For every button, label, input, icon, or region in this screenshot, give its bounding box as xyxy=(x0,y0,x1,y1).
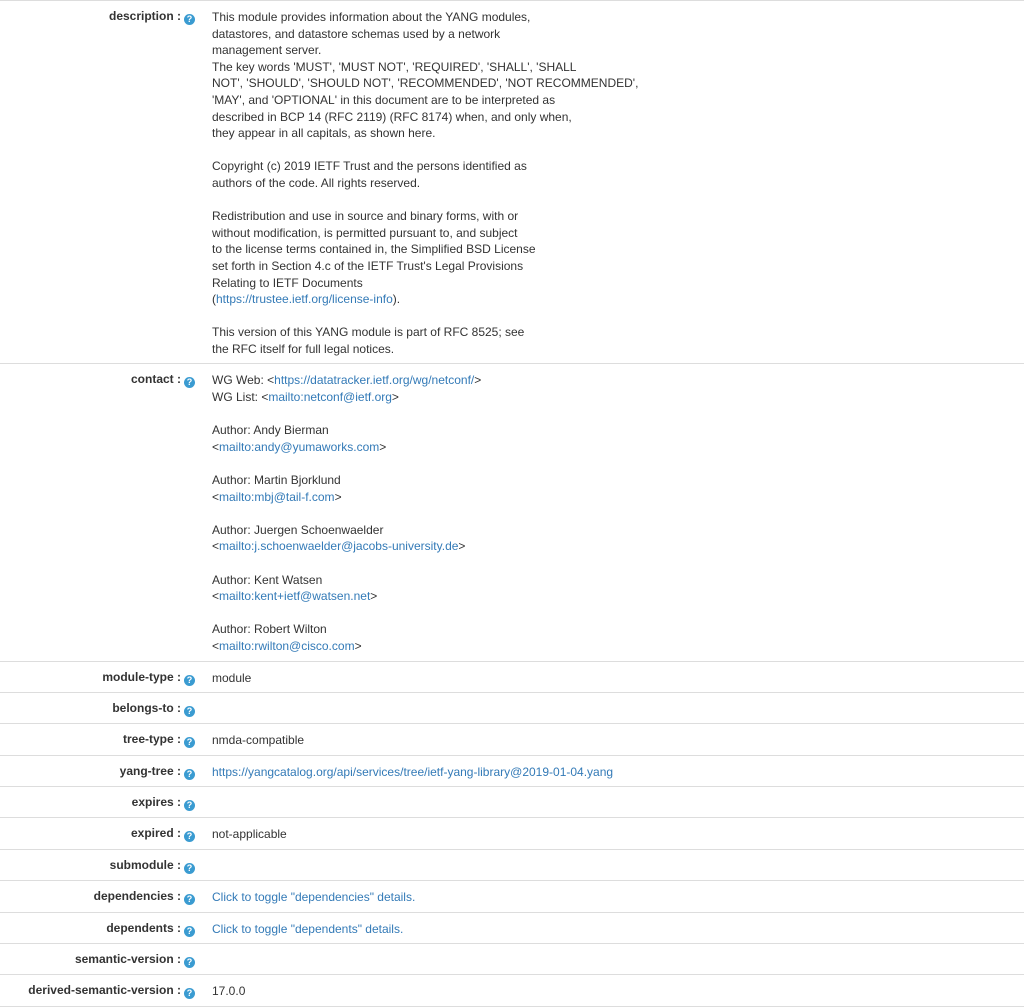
row-dependencies xyxy=(0,880,1024,912)
row-yang-tree xyxy=(0,755,1024,787)
help-icon[interactable]: ? xyxy=(184,377,195,388)
yang-tree-link[interactable]: https://yangcatalog.org/api/services/tree/ietf-yang-library@2019-01-04.yang xyxy=(212,764,614,779)
dependents-label: dependents : xyxy=(106,920,181,935)
belongs-to-label: belongs-to : xyxy=(112,701,181,716)
row-module-type xyxy=(0,661,1024,693)
help-icon[interactable]: ? xyxy=(184,675,195,686)
contact-author: Author: Kent Watsen <mailto:kent+ietf@watsen.net> xyxy=(212,572,378,604)
description-label: description : xyxy=(108,9,181,23)
row-dependents xyxy=(0,912,1024,944)
contact-author: Author: Martin Bjorklund <mailto:mbj@tail-f.com> xyxy=(212,473,342,504)
wg-web-link[interactable]: https://datatracker.ietf.org/wg/netconf/ xyxy=(274,373,475,388)
tree-type-value: nmda-compatible xyxy=(212,733,305,748)
help-icon[interactable]: ? xyxy=(184,800,195,811)
author-email-link[interactable]: mailto:mbj@tail-f.com xyxy=(219,489,335,504)
help-icon[interactable]: ? xyxy=(184,988,195,999)
expires-value xyxy=(199,787,1024,818)
author-email-link[interactable]: mailto:kent+ietf@watsen.net xyxy=(219,589,371,604)
derived-semantic-version-label: derived-semantic-version : xyxy=(28,983,181,998)
help-icon[interactable]: ? xyxy=(184,863,195,874)
module-type-label: module-type : xyxy=(102,669,181,684)
contact-author: Author: Robert Wilton <mailto:rwilton@cisco.com> xyxy=(212,622,362,653)
tree-type-label: tree-type : xyxy=(122,732,181,747)
row-tree-type xyxy=(0,724,1024,756)
dependencies-toggle-link[interactable]: Click to toggle "dependencies" details. xyxy=(212,889,416,904)
row-expired xyxy=(0,818,1024,850)
submodule-label: submodule : xyxy=(109,857,181,872)
row-contact xyxy=(0,364,1024,661)
belongs-to-value xyxy=(199,693,1024,724)
row-derived-semantic-version xyxy=(0,975,1024,1007)
contact-wg: WG Web: <https://datatracker.ietf.org/wg/netconf/> WG List: <mailto:netconf@ietf.org> xyxy=(212,373,482,405)
author-email-link[interactable]: mailto:j.schoenwaelder@jacobs-university.de xyxy=(219,539,459,554)
expired-value: not-applicable xyxy=(212,827,287,842)
description-para-1: This module provides information about the YANG modules, datastores, and datastore schemas used by a network management server. The key words 'MUST', 'MUST NOT', 'REQUIRED', 'SHALL', 'SHALL NOT', 'SHOULD', 'SHOULD NOT', 'RECOMMENDED', 'NOT RECOMMENDED', 'MAY', and 'OPTIONAL' in this document are to be interpreted as described in BCP 14 (RFC 2119) (RFC 8174) when, and only when, they appear in all capitals, as shown here. xyxy=(212,10,639,141)
help-icon[interactable]: ? xyxy=(184,14,195,25)
help-icon[interactable]: ? xyxy=(184,769,195,780)
help-icon[interactable]: ? xyxy=(184,706,195,717)
description-value xyxy=(199,1,1024,364)
semantic-version-label: semantic-version : xyxy=(74,952,181,967)
contact-author: Author: Andy Bierman <mailto:andy@yumaworks.com> xyxy=(212,423,387,454)
description-para-3: Redistribution and use in source and binary forms, with or without modification, is permitted pursuant to, and subject to the license terms contained in, the Simplified BSD License set forth in Section 4.c of the IETF Trust's Legal Provisions Relating to IETF Documents (https://trustee.ietf.org/license-info). xyxy=(212,209,536,307)
wg-list-link[interactable]: mailto:netconf@ietf.org xyxy=(268,390,392,405)
dependencies-label: dependencies : xyxy=(93,888,181,903)
module-type-value: module xyxy=(212,670,252,685)
help-icon[interactable]: ? xyxy=(184,957,195,968)
license-info-link[interactable]: https://trustee.ietf.org/license-info xyxy=(216,292,393,307)
row-description xyxy=(0,1,1024,364)
row-semantic-version xyxy=(0,944,1024,975)
semantic-version-value xyxy=(199,944,1024,975)
row-belongs-to xyxy=(0,693,1024,724)
description-para-2: Copyright (c) 2019 IETF Trust and the persons identified as authors of the code. All rights reserved. xyxy=(212,159,527,190)
help-icon[interactable]: ? xyxy=(184,894,195,905)
expires-label: expires : xyxy=(131,795,181,810)
help-icon[interactable]: ? xyxy=(184,831,195,842)
contact-value xyxy=(199,364,1024,661)
description-para-4: This version of this YANG module is part of RFC 8525; see the RFC itself for full legal notices. xyxy=(212,325,525,356)
contact-label: contact : xyxy=(130,372,181,387)
expired-label: expired : xyxy=(130,826,181,841)
contact-author: Author: Juergen Schoenwaelder <mailto:j.schoenwaelder@jacobs-university.de> xyxy=(212,522,466,554)
row-expires xyxy=(0,787,1024,818)
help-icon[interactable]: ? xyxy=(184,737,195,748)
help-icon[interactable]: ? xyxy=(184,926,195,937)
submodule-value xyxy=(199,849,1024,880)
yang-tree-label: yang-tree : xyxy=(119,763,181,778)
derived-semantic-version-value: 17.0.0 xyxy=(212,984,246,999)
author-email-link[interactable]: mailto:rwilton@cisco.com xyxy=(219,638,355,653)
author-email-link[interactable]: mailto:andy@yumaworks.com xyxy=(219,439,380,454)
dependents-toggle-link[interactable]: Click to toggle "dependents" details. xyxy=(212,921,404,936)
row-submodule xyxy=(0,849,1024,880)
